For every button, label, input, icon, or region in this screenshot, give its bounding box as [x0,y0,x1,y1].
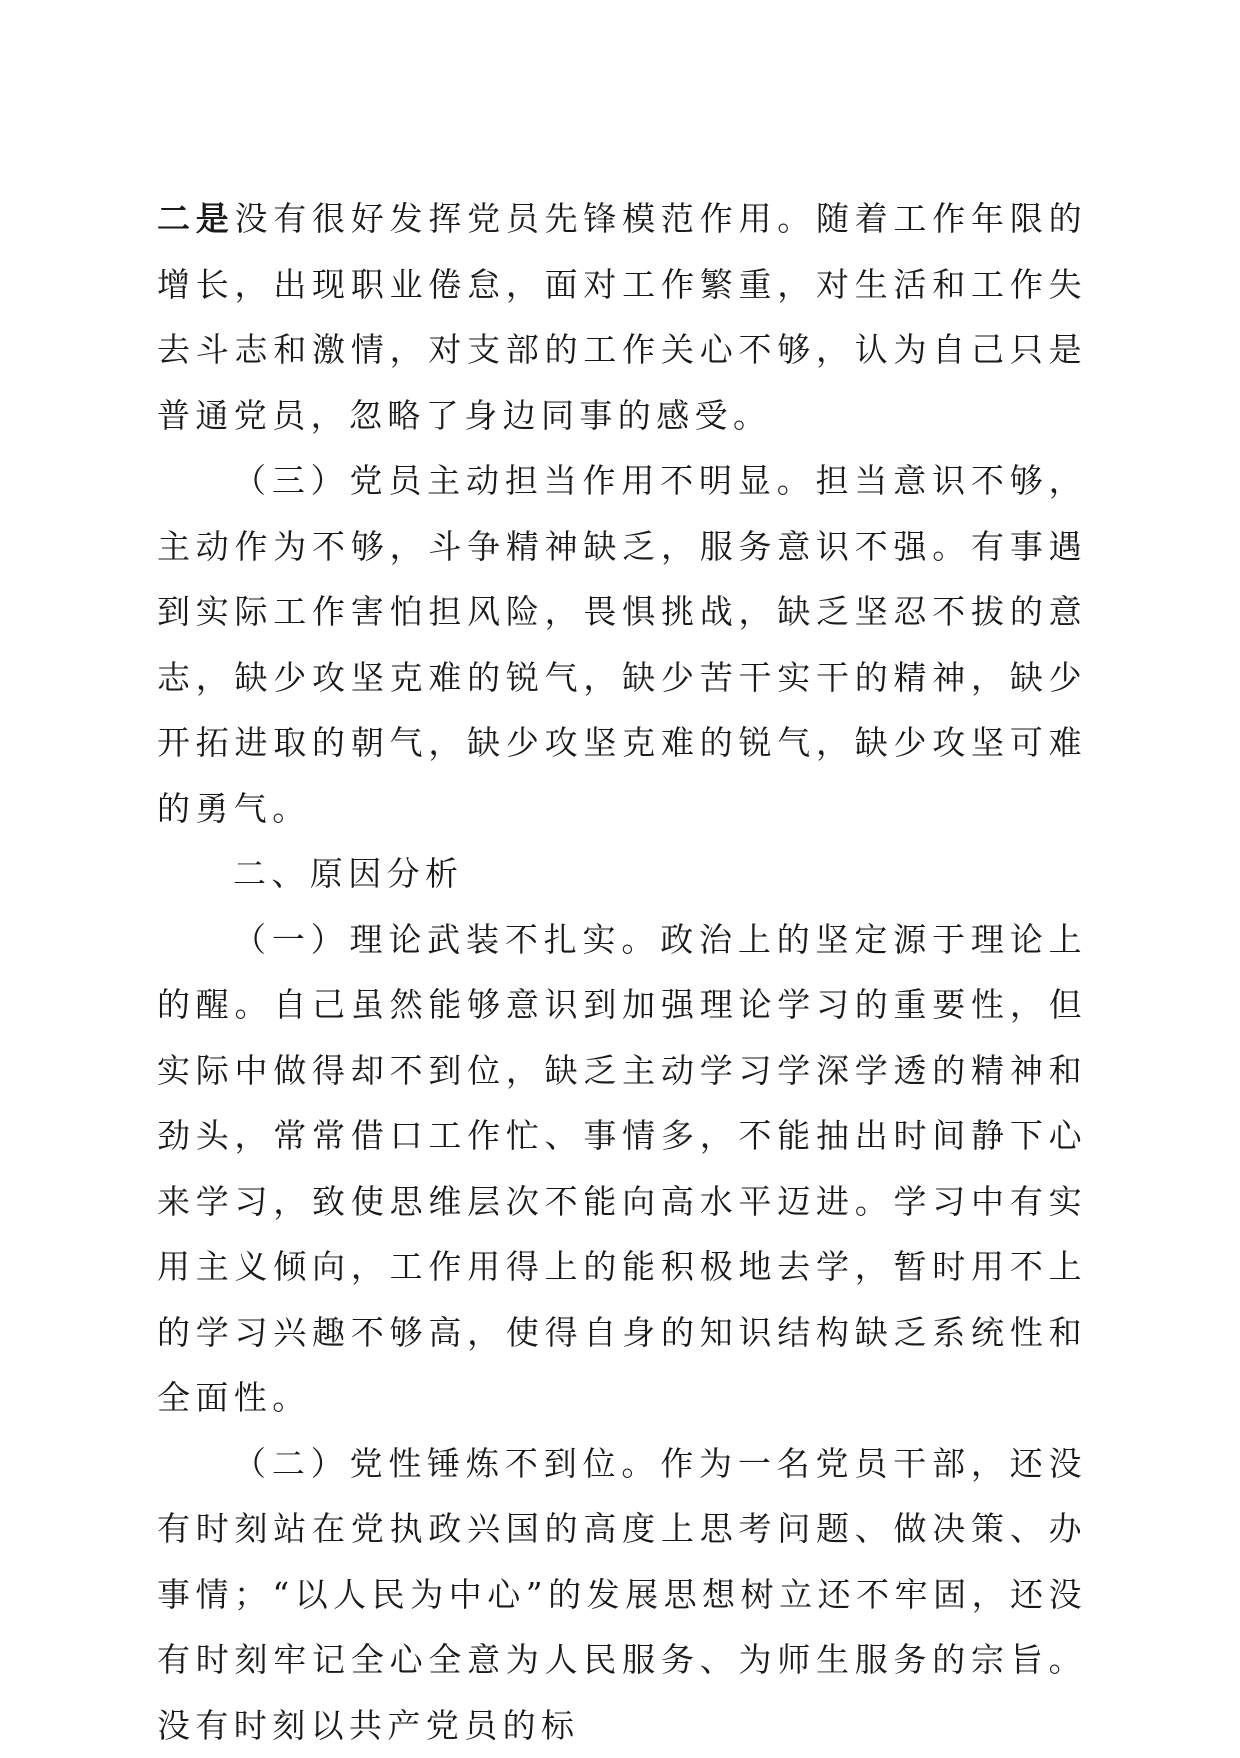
paragraph-party-spirit: （二）党性锤炼不到位。作为一名党员干部，还没有时刻站在党执政兴国的高度上思考问题、做决策、办事情；“以人民为中心”的发展思想树立还不牢固，还没有时刻牢记全心全意为人民服务、为师生服务的宗旨。没有时刻以共产党员的标 [157,1431,1087,1758]
section-heading-cause-analysis: 二、原因分析 [157,841,1087,907]
paragraph-text: 没有很好发挥党员先锋模范作用。随着工作年限的增长，出现职业倦怠，面对工作繁重，对生活和工作失去斗志和激情，对支部的工作关心不够，认为自己只是普通党员，忽略了身边同事的感受。 [157,199,1087,435]
paragraph-section-three: （三）党员主动担当作用不明显。担当意识不够，主动作为不够，斗争精神缺乏，服务意识不强。有事遇到实际工作害怕担风险，畏惧挑战，缺乏坚忍不拔的意志，缺少攻坚克难的锐气，缺少苦干实干的精神，缺少开拓进取的朝气，缺少攻坚克难的锐气，缺少攻坚可难的勇气。 [157,448,1087,841]
paragraph-theory: （一）理论武装不扎实。政治上的坚定源于理论上的醒。自己虽然能够意识到加强理论学习的重要性，但实际中做得却不到位，缺乏主动学习学深学透的精神和劲头，常常借口工作忙、事情多，不能抽出时间静下心来学习，致使思维层次不能向高水平迈进。学习中有实用主义倾向，工作用得上的能积极地去学，暂时用不上的学习兴趣不够高，使得自身的知识结构缺乏系统性和全面性。 [157,907,1087,1431]
paragraph-second-point [157,186,1087,448]
paragraph-lead-bold: 二是 [157,199,235,238]
document-body [157,186,1087,1758]
